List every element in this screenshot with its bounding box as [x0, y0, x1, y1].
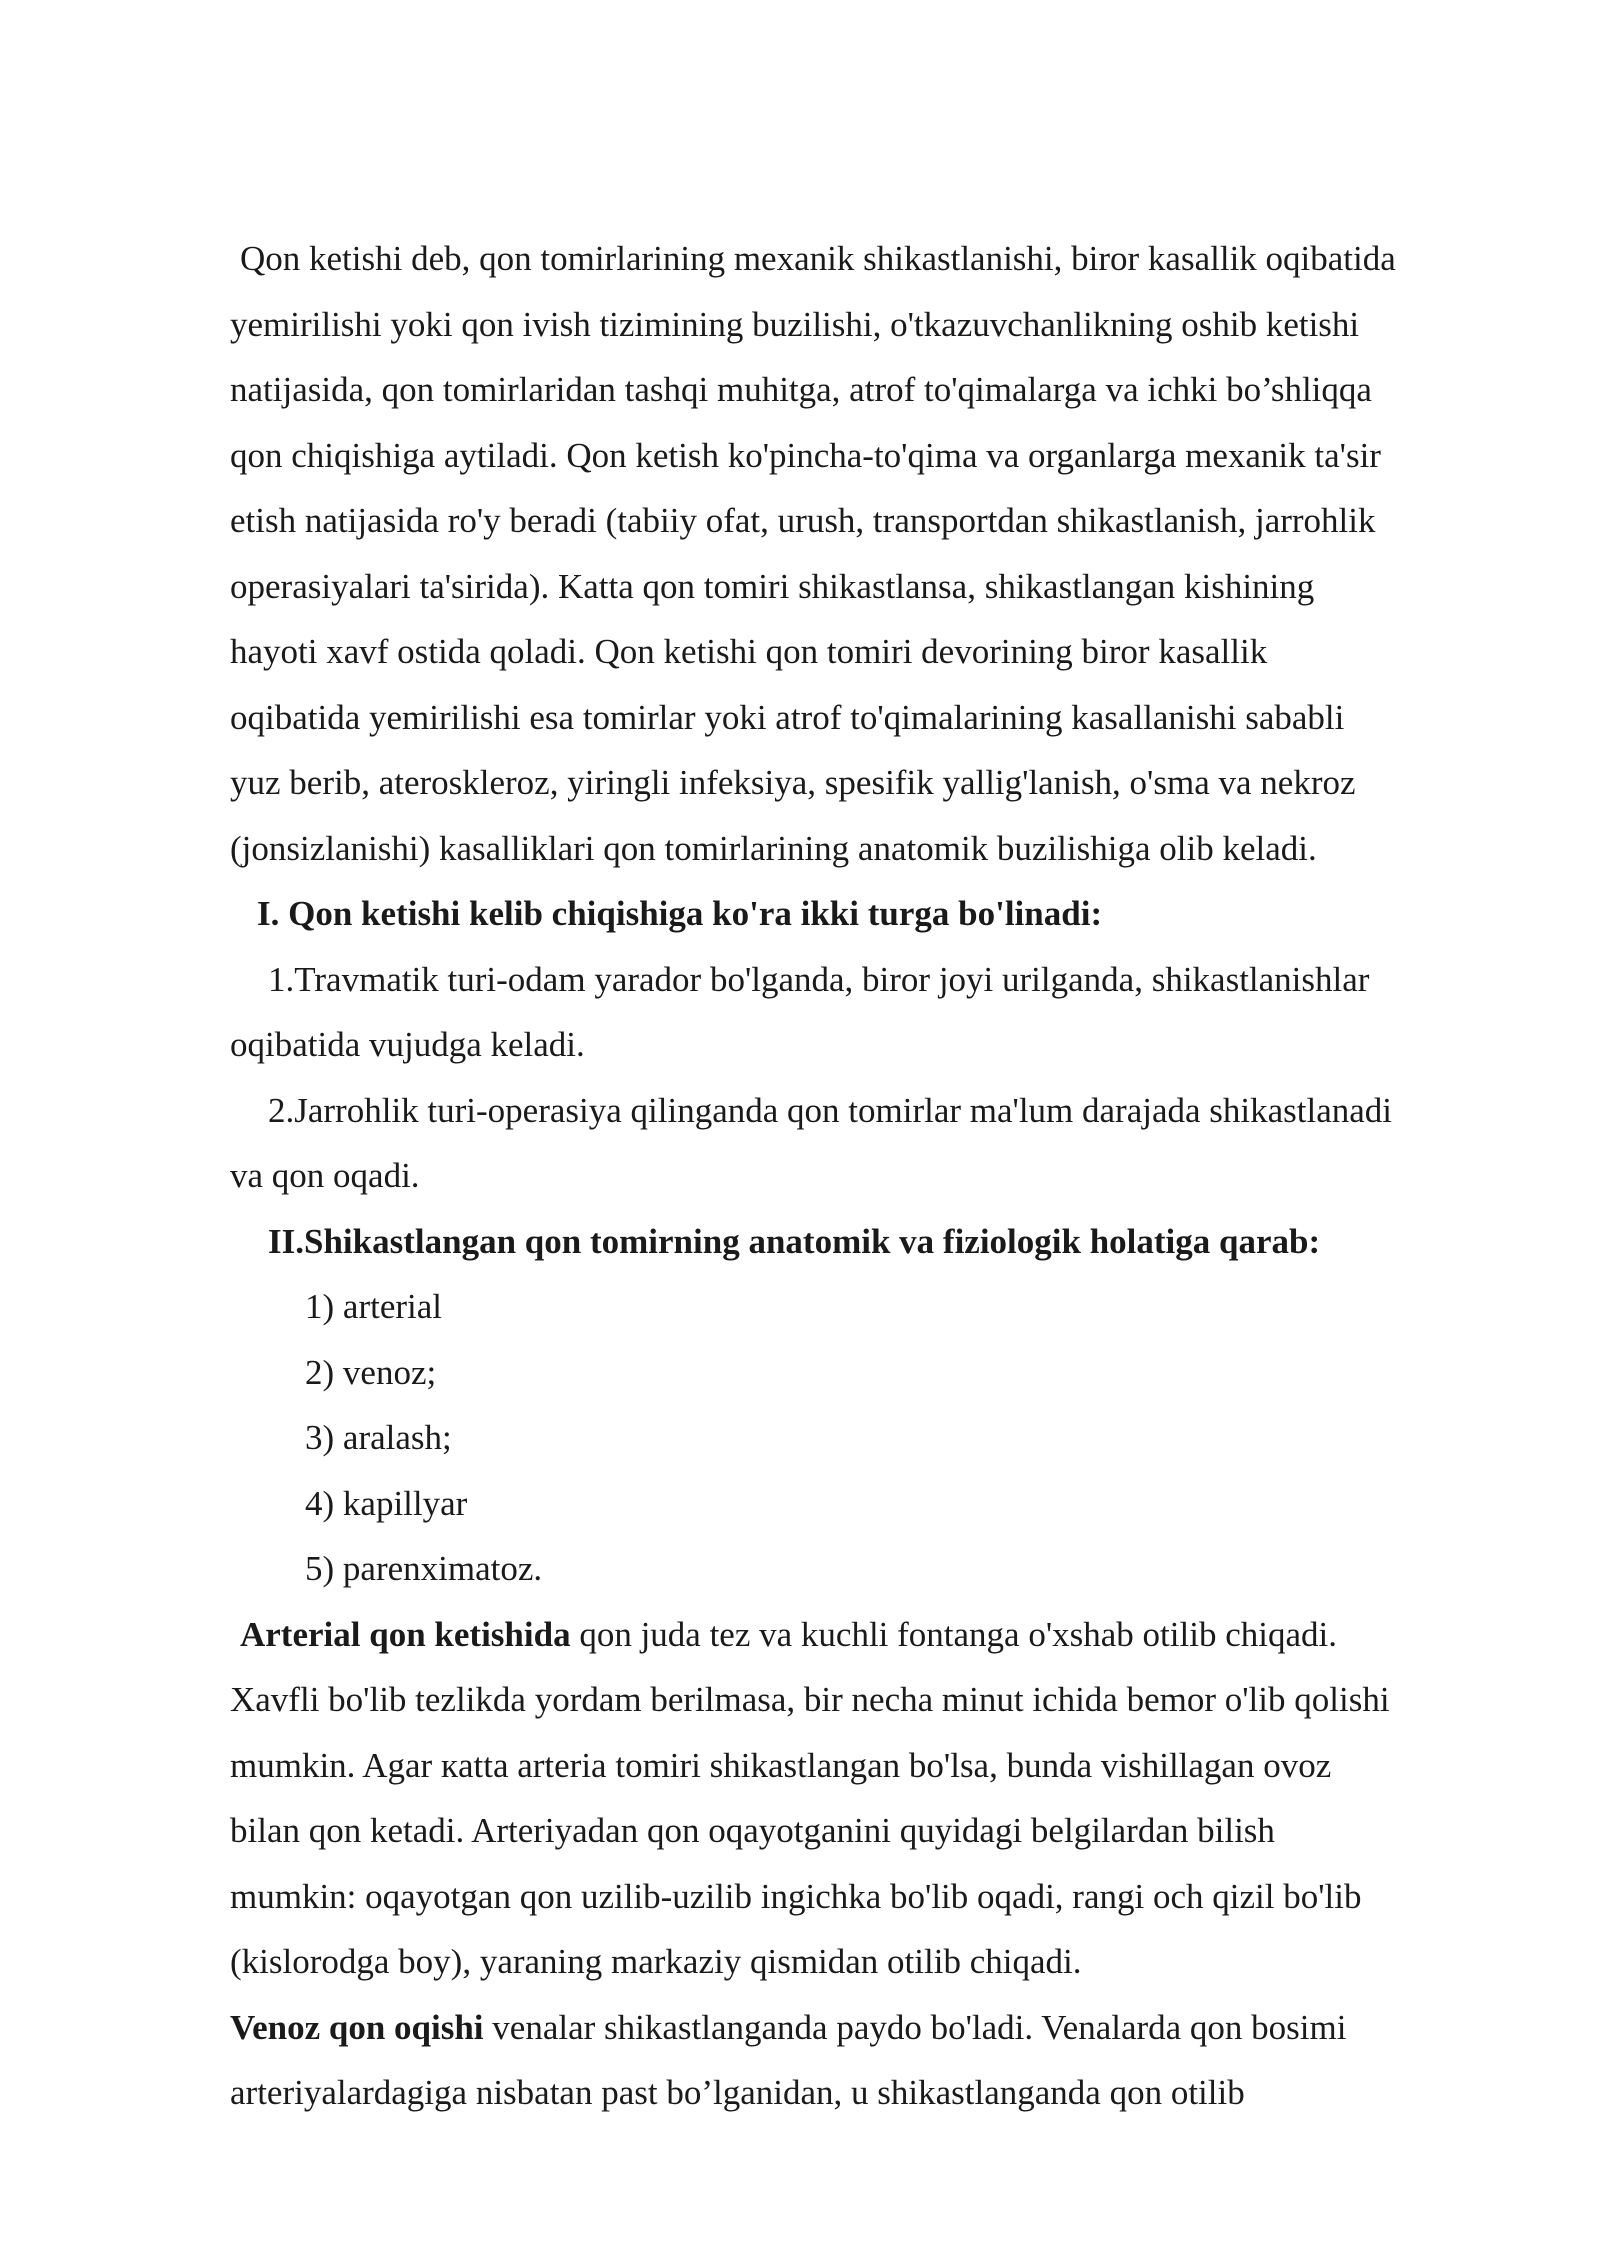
intro-line: operasiyalari ta'sirida). Katta qon tomiri shikastlansa, shikastlangan kishining	[230, 566, 1315, 606]
section-one-item: 1.Travmatik turi-odam yarador bo'lganda, biror joyi urilganda, shikastlanishlar	[268, 959, 1370, 999]
list-item: 4) kapillyar	[305, 1483, 468, 1523]
arterial-first-line	[230, 1602, 1510, 1668]
intro-line: (jonsizlanishi) kasalliklari qon tomirlarining anatomik buzilishiga olib keladi.	[230, 828, 1317, 868]
venoz-first-line	[230, 1995, 1510, 2061]
venoz-line: arteriyalardagiga nisbatan past bo’lganidan, u shikastlanganda qon otilib	[230, 2073, 1245, 2112]
section-two-heading: II.Shikastlangan qon tomirning anatomik va fiziologik holatiga qarab:	[268, 1221, 1321, 1261]
section-one-item-continued: oqibatida vujudga keladi.	[230, 1025, 585, 1064]
venoz-term: Venoz qon oqishi	[230, 2007, 484, 2047]
intro-line: yuz berib, ateroskleroz, yiringli infeksiya, spesifik yallig'lanish, o'sma va nekroz	[230, 763, 1356, 802]
document-body	[230, 226, 1510, 2126]
venoz-first-line-text: venalar shikastlanganda paydo bo'ladi. Venalarda qon bosimi	[483, 2007, 1347, 2047]
arterial-line: mumkin. Agar кatta arteria tomiri shikastlangan bo'lsa, bunda vishillagan ovoz	[230, 1745, 1332, 1785]
intro-line: Qon ketishi deb, qon tomirlarining mexanik shikastlanishi, biror kasallik oqibatida	[240, 239, 1396, 278]
intro-line: yemirilishi yoki qon ivish tizimining buzilishi, o'tkazuvchanlikning oshib ketishi	[230, 304, 1360, 344]
arterial-first-line-text: qon juda tez va kuchli fontanga o'xshab otilib chiqadi.	[570, 1614, 1337, 1654]
intro-line: natijasida, qon tomirlaridan tashqi muhitga, atrof to'qimalarga va ichki bo’shliqqa	[230, 370, 1372, 409]
arterial-line: (kislorodga boy), yaraning markaziy qismidan otilib chiqadi.	[230, 1942, 1082, 1981]
arterial-line: Xavfli bo'lib tezlikda yordam berilmasa, bir necha minut ichida bemor o'lib qolishi	[230, 1680, 1390, 1719]
arterial-line: bilan qon ketadi. Arteriyadan qon oqayotganini quyidagi belgilardan bilish	[230, 1811, 1275, 1850]
list-item: 2) venoz;	[305, 1352, 437, 1392]
list-item: 3) aralash;	[305, 1418, 452, 1457]
intro-line: etish natijasida ro'y beradi (tabiiy ofat, urush, transportdan shikastlanish, jarrohlik	[230, 501, 1376, 540]
arterial-line: mumkin: oqayotgan qon uzilib-uzilib ingichka bo'lib oqadi, rangi och qizil bo'lib	[230, 1876, 1362, 1916]
arterial-term: Arterial qon ketishida	[240, 1614, 571, 1654]
intro-line: oqibatida yemirilishi esa tomirlar yoki atrof to'qimalarining kasallanishi sababli	[230, 697, 1345, 737]
list-item: 1) arterial	[305, 1287, 442, 1326]
section-one-item: 2.Jarrohlik turi-operasiya qilinganda qon tomirlar ma'lum darajada shikastlanadi	[268, 1090, 1393, 1130]
section-one-heading: I. Qon ketishi kelib chiqishiga ko'ra ikki turga bo'linadi:	[257, 894, 1103, 933]
intro-line: hayoti xavf ostida qoladi. Qon ketishi qon tomiri devorining biror kasallik	[230, 632, 1268, 671]
section-one-item-continued: va qon oqadi.	[230, 1156, 420, 1195]
list-item: 5) parenximatoz.	[305, 1549, 543, 1588]
intro-line: qon chiqishiga aytiladi. Qon ketish ko'pincha-to'qima va organlarga mexanik ta'sir	[230, 435, 1381, 475]
